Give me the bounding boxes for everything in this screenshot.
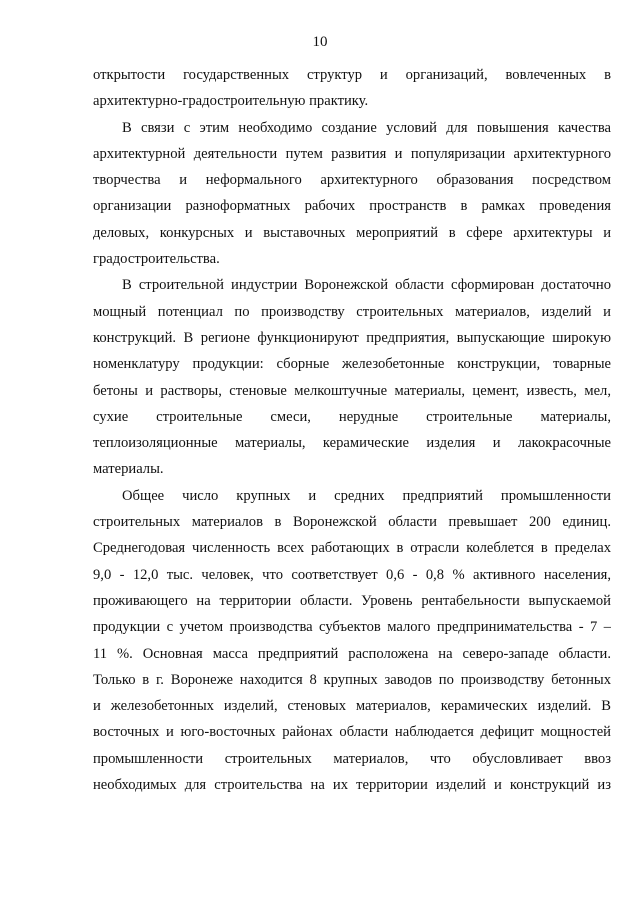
paragraph-2-line-1: В связи с этим необходимо создание условий для повышения качества xyxy=(122,119,611,136)
paragraph-4-line-3: Среднегодовая численность всех работающих в отрасли колеблется в пределах xyxy=(93,540,611,557)
paragraph-2-line-2: архитектурной деятельности путем развития и популяризации архитектурного xyxy=(93,145,611,162)
paragraph-4-line-10: восточных и юго-восточных районах области наблюдается дефицит мощностей xyxy=(93,724,611,741)
paragraph-3-line-2: мощный потенциал по производству строительных материалов, изделий и xyxy=(93,303,611,320)
paragraph-3-line-5: бетоны и растворы, стеновые мелкоштучные материалы, цемент, известь, мел, xyxy=(93,382,611,399)
paragraph-4-line-8: Только в г. Воронеже находится 8 крупных заводов по производству бетонных xyxy=(93,671,611,688)
paragraph-3-line-8: материалы. xyxy=(93,461,164,478)
paragraph-4-line-2: строительных материалов в Воронежской области превышает 200 единиц. xyxy=(93,514,611,531)
paragraph-3-line-7: теплоизоляционные материалы, керамические изделия и лакокрасочные xyxy=(93,435,611,452)
paragraph-4-line-7: 11 %. Основная масса предприятий расположена на северо-западе области. xyxy=(93,645,611,662)
paragraph-4-line-11: промышленности строительных материалов, что обусловливает ввоз xyxy=(93,750,611,767)
paragraph-4-line-9: и железобетонных изделий, стеновых материалов, керамических изделий. В xyxy=(93,698,611,715)
paragraph-2-line-6: градостроительства. xyxy=(93,251,220,268)
paragraph-2-line-3: творчества и неформального архитектурного образования посредством xyxy=(93,172,611,189)
paragraph-3-line-4: номенклатуру продукции: сборные железобетонные конструкции, товарные xyxy=(93,356,611,373)
paragraph-2-line-4: организации разноформатных рабочих пространств в рамках проведения xyxy=(93,198,611,215)
paragraph-1-line-1: открытости государственных структур и организаций, вовлеченных в xyxy=(93,67,611,83)
page-number: 10 xyxy=(312,34,328,50)
paragraph-3-line-1: В строительной индустрии Воронежской области сформирован достаточно xyxy=(122,277,611,294)
body-text xyxy=(93,62,611,798)
paragraph-2-line-5: деловых, конкурсных и выставочных мероприятий в сфере архитектуры и xyxy=(93,224,611,241)
paragraph-4-line-4: 9,0 - 12,0 тыс. человек, что соответствует 0,6 - 0,8 % активного населения, xyxy=(93,566,611,583)
paragraph-4-line-6: продукции с учетом производства субъектов малого предпринимательства - 7 – xyxy=(93,619,611,636)
paragraph-1-line-2: архитектурно-градостроительную практику. xyxy=(93,93,369,110)
paragraph-4-line-5: проживающего на территории области. Уровень рентабельности выпускаемой xyxy=(93,592,611,609)
paragraph-3-line-3: конструкций. В регионе функционируют предприятия, выпускающие широкую xyxy=(93,329,611,346)
paragraph-3-line-6: сухие строительные смеси, нерудные строительные материалы, xyxy=(93,408,611,425)
paragraph-4-line-1: Общее число крупных и средних предприятий промышленности xyxy=(122,487,611,504)
paragraph-4-line-12: необходимых для строительства на их территории изделий и конструкций из xyxy=(93,777,611,794)
